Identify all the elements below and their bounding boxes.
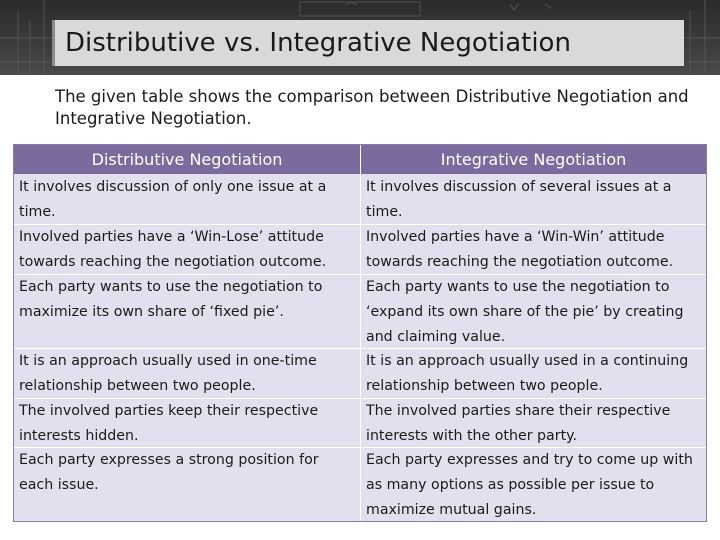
table-cell-integrative [366, 175, 672, 225]
cell-line: relationship between two people. [366, 377, 603, 394]
table-cell-distributive [19, 448, 319, 498]
cell-line: Each party wants to use the negotiation to [19, 279, 323, 295]
title-box [52, 20, 684, 66]
table-cell-distributive [19, 275, 322, 325]
table-cell-integrative [366, 225, 673, 275]
cell-line: Each party wants to use the negotiation to [366, 279, 670, 295]
table-cell-distributive [19, 175, 326, 225]
header-band [0, 0, 720, 75]
cell-line: time. [366, 203, 403, 220]
slide-title: Distributive vs. Integrative Negotiation [65, 28, 571, 58]
cell-line: each issue. [19, 476, 99, 493]
cell-line: time. [19, 203, 56, 220]
cell-line: interests hidden. [19, 427, 139, 444]
cell-line: It involves discussion of several issues at a [366, 179, 672, 195]
cell-line: and claiming value. [366, 328, 506, 345]
cell-line: towards reaching the negotiation outcome. [366, 253, 674, 270]
cell-line: Each party expresses and try to come up with [366, 452, 693, 468]
table-cell-distributive [19, 399, 318, 449]
table-cell-distributive [19, 349, 317, 399]
intro-text [55, 86, 695, 130]
table-header-integrative: Integrative Negotiation [361, 145, 706, 174]
cell-line: Involved parties have a ‘Win-Win’ attitude [366, 229, 665, 245]
cell-line: maximize its own share of ‘fixed pie’. [19, 303, 284, 320]
cell-line: interests with the other party. [366, 427, 578, 444]
intro-line: The given table shows the comparison between Distributive Negotiation and [55, 87, 689, 106]
table-cell-distributive [19, 225, 326, 275]
cell-line: relationship between two people. [19, 377, 256, 394]
cell-line: towards reaching the negotiation outcome. [19, 253, 327, 270]
cell-line: as many options as possible per issue to [366, 476, 655, 493]
cell-line: It is an approach usually used in one-time [19, 353, 317, 369]
intro-line: Integrative Negotiation. [55, 109, 252, 128]
cell-line: It involves discussion of only one issue at a [19, 179, 327, 195]
table-cell-integrative [366, 275, 683, 349]
table-cell-integrative [366, 349, 688, 399]
table-cell-integrative [366, 399, 670, 449]
comparison-table [13, 144, 707, 522]
cell-line: maximize mutual gains. [366, 501, 537, 518]
table-cell-integrative [366, 448, 693, 522]
cell-line: ‘expand its own share of the pie’ by creating [366, 303, 684, 320]
cell-line: Involved parties have a ‘Win-Lose’ attitude [19, 229, 324, 245]
table-header-distributive: Distributive Negotiation [14, 145, 360, 174]
cell-line: The involved parties keep their respective [19, 403, 319, 419]
cell-line: The involved parties share their respective [366, 403, 671, 419]
cell-line: It is an approach usually used in a continuing [366, 353, 689, 369]
column-divider [360, 145, 361, 521]
cell-line: Each party expresses a strong position for [19, 452, 319, 468]
